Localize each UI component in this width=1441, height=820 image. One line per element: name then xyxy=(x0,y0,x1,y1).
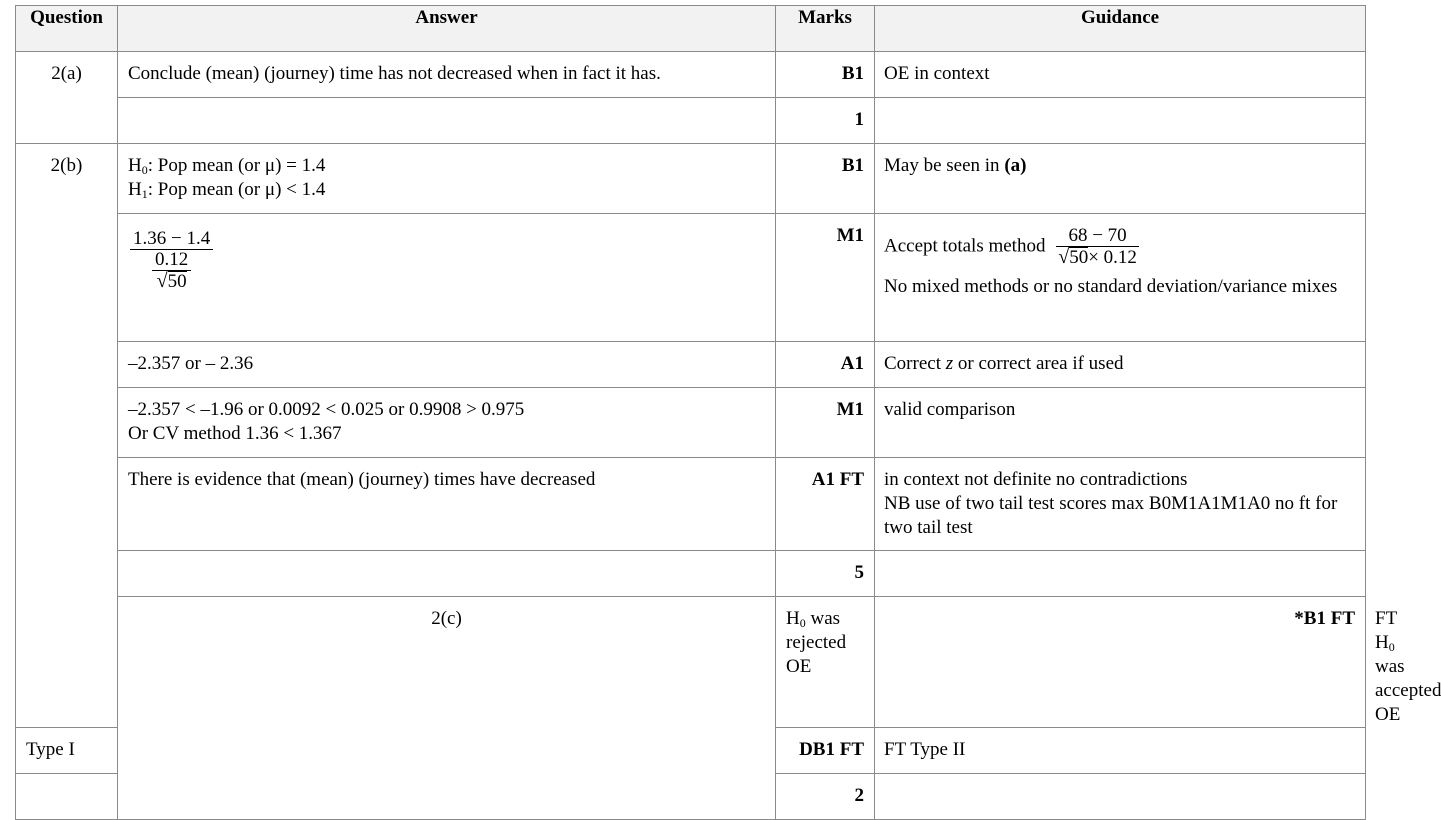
mark-cell: A1 FT xyxy=(776,458,875,551)
mark-cell: M1 xyxy=(776,214,875,342)
mark-cell: *B1 FT xyxy=(875,597,1366,728)
answer-cell: –2.357 or – 2.36 xyxy=(118,342,776,388)
table-row xyxy=(16,342,1366,388)
guidance-cell xyxy=(875,551,1366,597)
guidance-cell: in context not definite no contradictions NB use of two tail test scores max B0M1A1M1A0 no ft for two tail test xyxy=(875,458,1366,551)
table-row xyxy=(16,98,1366,144)
table-row xyxy=(16,458,1366,551)
total-mark-cell: 2 xyxy=(776,774,875,820)
table-row xyxy=(16,388,1366,458)
guidance-cell: FT Type II xyxy=(875,728,1366,774)
mark-cell: DB1 FT xyxy=(776,728,875,774)
total-mark-cell: 5 xyxy=(776,551,875,597)
guidance-cell: valid comparison xyxy=(875,388,1366,458)
header-marks: Marks xyxy=(776,6,875,52)
totals-method-fraction: 68 − 70 √ 50× 0.12 xyxy=(1058,225,1137,268)
answer-cell: There is evidence that (mean) (journey) times have decreased xyxy=(118,458,776,551)
guidance-cell xyxy=(875,774,1366,820)
mark-scheme-table xyxy=(15,5,1441,820)
null-hypothesis: $H_0$: Pop mean (or μ) = 1.4 xyxy=(128,155,326,177)
guidance-cell: May be seen in (a) xyxy=(875,144,1366,214)
alternative-hypothesis: $H_1$: Pop mean (or μ) < 1.4 xyxy=(128,179,326,201)
guidance-cell: OE in context xyxy=(875,52,1366,98)
answer-cell: Type I xyxy=(16,728,118,774)
total-mark-cell: 1 xyxy=(776,98,875,144)
guidance-cell: Accept totals method 68 − 70 √ 50× 0.12 No mixed methods or no standard deviation/variance mixes xyxy=(875,214,1366,342)
guidance-cell: Correct z or correct area if used xyxy=(875,342,1366,388)
mark-cell: M1 xyxy=(776,388,875,458)
mark-cell: B1 xyxy=(776,144,875,214)
table-row: 2(c) $H_0$ was rejected OE *B1 FT FT $H_0$ was accepted OE xyxy=(16,597,1366,728)
question-label-2b: 2(b) xyxy=(16,144,118,728)
answer-cell: $H_0$ was rejected OE xyxy=(776,597,875,728)
test-statistic-fraction: 1.36 − 1.4 0.12 √ 50 xyxy=(130,228,213,293)
question-label-2c: 2(c) xyxy=(118,597,776,820)
answer-cell: Conclude (mean) (journey) time has not decreased when in fact it has. xyxy=(118,52,776,98)
answer-cell xyxy=(118,214,776,342)
guidance-cell xyxy=(875,98,1366,144)
answer-cell xyxy=(118,551,776,597)
table-row xyxy=(16,144,1366,214)
table-row xyxy=(16,214,1366,342)
mark-cell: B1 xyxy=(776,52,875,98)
mark-cell: A1 xyxy=(776,342,875,388)
answer-cell xyxy=(118,98,776,144)
header-question: Question xyxy=(16,6,118,52)
table-row xyxy=(16,551,1366,597)
answer-cell xyxy=(118,144,776,214)
question-label-2a: 2(a) xyxy=(16,52,118,144)
answer-cell xyxy=(16,774,118,820)
table-header xyxy=(16,6,1366,52)
answer-cell: –2.357 < –1.96 or 0.0092 < 0.025 or 0.9908 > 0.975 Or CV method 1.36 < 1.367 xyxy=(118,388,776,458)
table-row xyxy=(16,52,1366,98)
header-answer: Answer xyxy=(118,6,776,52)
header-guidance: Guidance xyxy=(875,6,1366,52)
